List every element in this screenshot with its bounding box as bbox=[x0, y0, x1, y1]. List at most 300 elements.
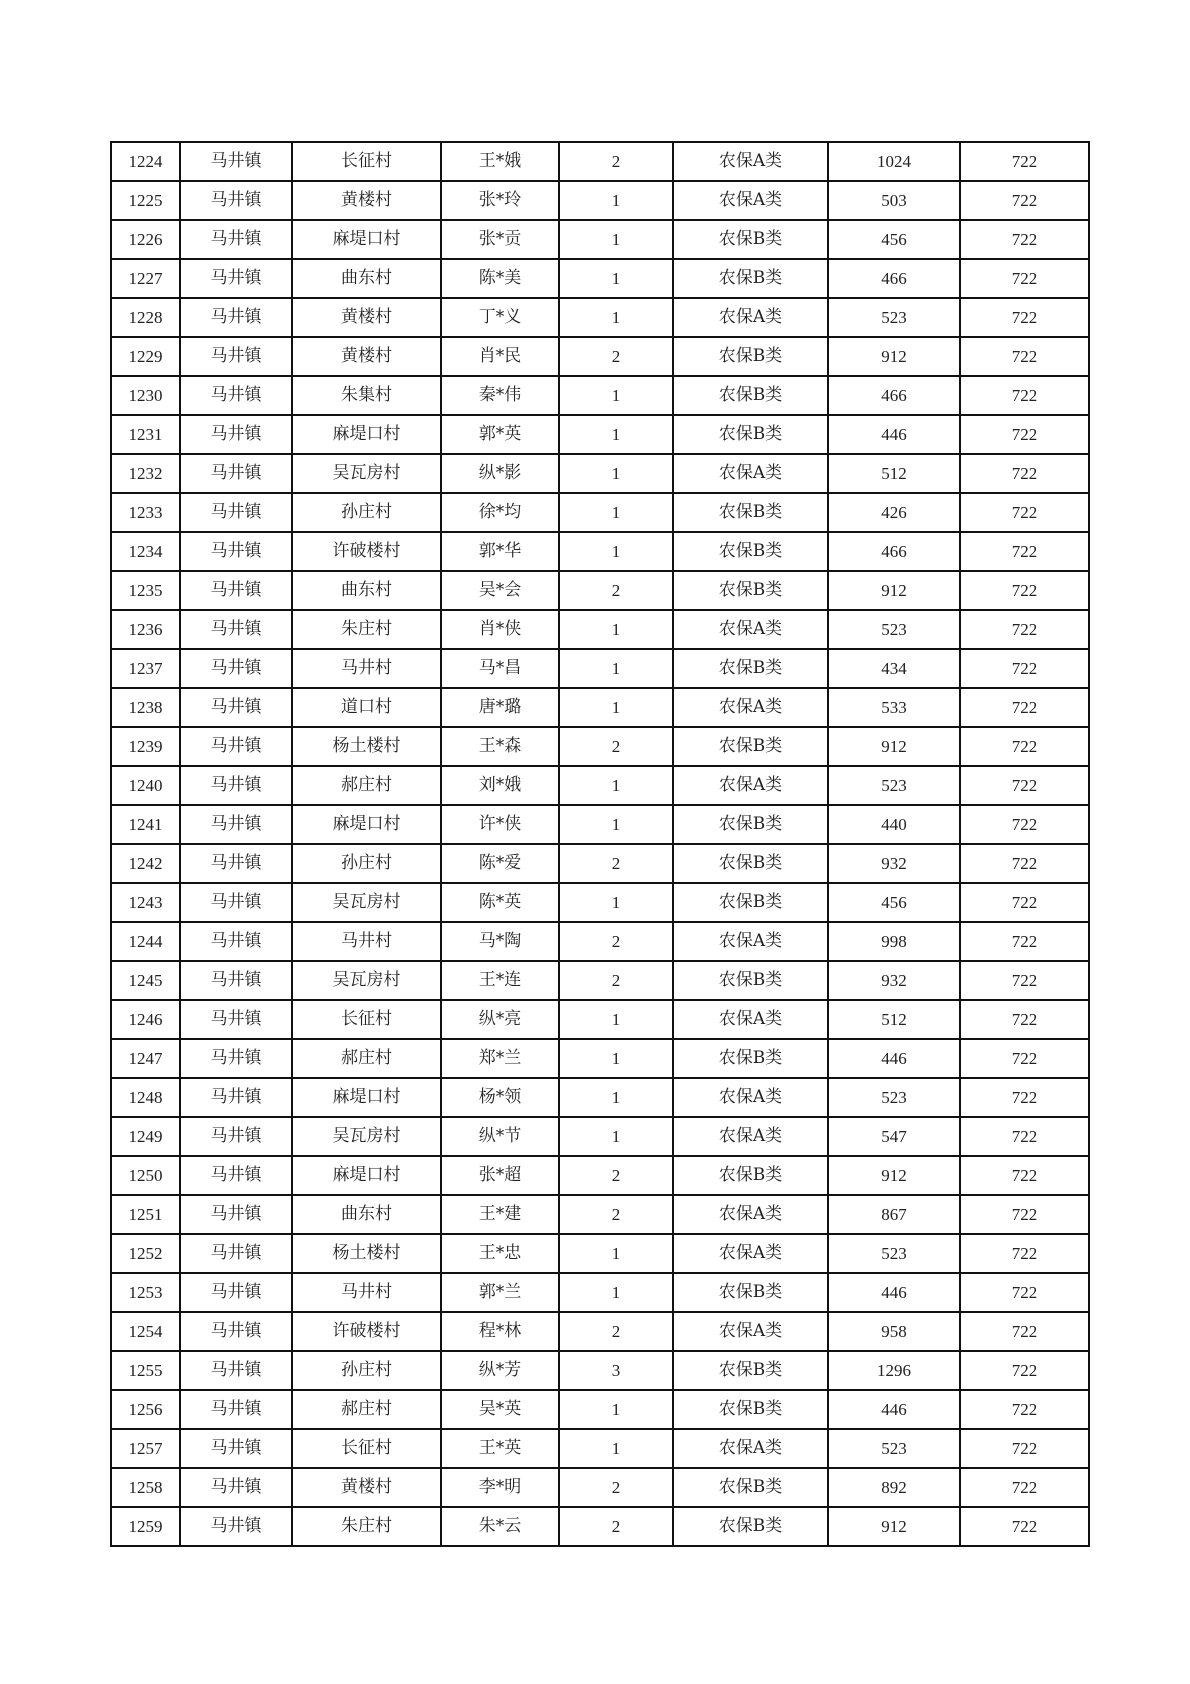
table-row bbox=[111, 1351, 1089, 1390]
amount-cell: 533 bbox=[828, 688, 960, 727]
table-row bbox=[111, 688, 1089, 727]
household-size-cell: 1 bbox=[559, 532, 673, 571]
table-row bbox=[111, 844, 1089, 883]
village-cell: 黄楼村 bbox=[292, 298, 441, 337]
name-cell: 朱*云 bbox=[441, 1507, 559, 1546]
table-row bbox=[111, 1000, 1089, 1039]
table-row bbox=[111, 1078, 1089, 1117]
household-size-cell: 1 bbox=[559, 1117, 673, 1156]
table-row bbox=[111, 376, 1089, 415]
household-size-cell: 2 bbox=[559, 1507, 673, 1546]
amount-cell: 892 bbox=[828, 1468, 960, 1507]
category-cell: 农保B类 bbox=[673, 1351, 828, 1390]
village-cell: 吴瓦房村 bbox=[292, 961, 441, 1000]
household-size-cell: 1 bbox=[559, 649, 673, 688]
name-cell: 张*贡 bbox=[441, 220, 559, 259]
village-cell: 黄楼村 bbox=[292, 337, 441, 376]
household-size-cell: 1 bbox=[559, 1273, 673, 1312]
household-size-cell: 1 bbox=[559, 1390, 673, 1429]
table-row bbox=[111, 454, 1089, 493]
name-cell: 杨*领 bbox=[441, 1078, 559, 1117]
name-cell: 王*英 bbox=[441, 1429, 559, 1468]
name-cell: 郭*英 bbox=[441, 415, 559, 454]
name-cell: 纵*亮 bbox=[441, 1000, 559, 1039]
name-cell: 王*娥 bbox=[441, 142, 559, 181]
town-cell: 马井镇 bbox=[180, 259, 292, 298]
amount-cell: 512 bbox=[828, 1000, 960, 1039]
household-size-cell: 2 bbox=[559, 961, 673, 1000]
name-cell: 秦*伟 bbox=[441, 376, 559, 415]
standard-cell: 722 bbox=[960, 220, 1089, 259]
town-cell: 马井镇 bbox=[180, 961, 292, 1000]
table-row bbox=[111, 1117, 1089, 1156]
town-cell: 马井镇 bbox=[180, 1117, 292, 1156]
standard-cell: 722 bbox=[960, 1000, 1089, 1039]
category-cell: 农保B类 bbox=[673, 493, 828, 532]
data-table bbox=[110, 141, 1090, 1547]
table-row bbox=[111, 415, 1089, 454]
village-cell: 朱集村 bbox=[292, 376, 441, 415]
village-cell: 麻堤口村 bbox=[292, 220, 441, 259]
serial-number-cell: 1259 bbox=[111, 1507, 180, 1546]
village-cell: 杨土楼村 bbox=[292, 727, 441, 766]
name-cell: 许*侠 bbox=[441, 805, 559, 844]
standard-cell: 722 bbox=[960, 1351, 1089, 1390]
household-size-cell: 1 bbox=[559, 1000, 673, 1039]
category-cell: 农保B类 bbox=[673, 532, 828, 571]
amount-cell: 456 bbox=[828, 220, 960, 259]
standard-cell: 722 bbox=[960, 142, 1089, 181]
serial-number-cell: 1238 bbox=[111, 688, 180, 727]
name-cell: 刘*娥 bbox=[441, 766, 559, 805]
table-row bbox=[111, 1156, 1089, 1195]
serial-number-cell: 1225 bbox=[111, 181, 180, 220]
standard-cell: 722 bbox=[960, 1117, 1089, 1156]
serial-number-cell: 1228 bbox=[111, 298, 180, 337]
serial-number-cell: 1231 bbox=[111, 415, 180, 454]
amount-cell: 446 bbox=[828, 1273, 960, 1312]
town-cell: 马井镇 bbox=[180, 883, 292, 922]
town-cell: 马井镇 bbox=[180, 844, 292, 883]
category-cell: 农保A类 bbox=[673, 1312, 828, 1351]
town-cell: 马井镇 bbox=[180, 1468, 292, 1507]
village-cell: 马井村 bbox=[292, 649, 441, 688]
village-cell: 孙庄村 bbox=[292, 1351, 441, 1390]
table-row bbox=[111, 922, 1089, 961]
serial-number-cell: 1254 bbox=[111, 1312, 180, 1351]
village-cell: 郝庄村 bbox=[292, 1039, 441, 1078]
standard-cell: 722 bbox=[960, 181, 1089, 220]
household-size-cell: 1 bbox=[559, 1429, 673, 1468]
table-row bbox=[111, 493, 1089, 532]
standard-cell: 722 bbox=[960, 454, 1089, 493]
amount-cell: 523 bbox=[828, 1078, 960, 1117]
serial-number-cell: 1235 bbox=[111, 571, 180, 610]
name-cell: 纵*芳 bbox=[441, 1351, 559, 1390]
name-cell: 纵*影 bbox=[441, 454, 559, 493]
name-cell: 张*超 bbox=[441, 1156, 559, 1195]
town-cell: 马井镇 bbox=[180, 298, 292, 337]
category-cell: 农保B类 bbox=[673, 259, 828, 298]
household-size-cell: 1 bbox=[559, 259, 673, 298]
category-cell: 农保B类 bbox=[673, 1156, 828, 1195]
name-cell: 陈*英 bbox=[441, 883, 559, 922]
serial-number-cell: 1252 bbox=[111, 1234, 180, 1273]
table-row bbox=[111, 181, 1089, 220]
table-row bbox=[111, 883, 1089, 922]
category-cell: 农保B类 bbox=[673, 883, 828, 922]
serial-number-cell: 1229 bbox=[111, 337, 180, 376]
village-cell: 麻堤口村 bbox=[292, 1078, 441, 1117]
standard-cell: 722 bbox=[960, 610, 1089, 649]
village-cell: 麻堤口村 bbox=[292, 415, 441, 454]
amount-cell: 1296 bbox=[828, 1351, 960, 1390]
village-cell: 杨土楼村 bbox=[292, 1234, 441, 1273]
category-cell: 农保A类 bbox=[673, 1117, 828, 1156]
name-cell: 王*忠 bbox=[441, 1234, 559, 1273]
amount-cell: 446 bbox=[828, 1390, 960, 1429]
standard-cell: 722 bbox=[960, 1234, 1089, 1273]
category-cell: 农保B类 bbox=[673, 727, 828, 766]
serial-number-cell: 1253 bbox=[111, 1273, 180, 1312]
town-cell: 马井镇 bbox=[180, 454, 292, 493]
table-row bbox=[111, 1468, 1089, 1507]
town-cell: 马井镇 bbox=[180, 649, 292, 688]
serial-number-cell: 1250 bbox=[111, 1156, 180, 1195]
table-row bbox=[111, 1273, 1089, 1312]
name-cell: 肖*侠 bbox=[441, 610, 559, 649]
standard-cell: 722 bbox=[960, 922, 1089, 961]
amount-cell: 958 bbox=[828, 1312, 960, 1351]
household-size-cell: 2 bbox=[559, 337, 673, 376]
town-cell: 马井镇 bbox=[180, 415, 292, 454]
serial-number-cell: 1224 bbox=[111, 142, 180, 181]
standard-cell: 722 bbox=[960, 766, 1089, 805]
standard-cell: 722 bbox=[960, 493, 1089, 532]
standard-cell: 722 bbox=[960, 1312, 1089, 1351]
standard-cell: 722 bbox=[960, 376, 1089, 415]
village-cell: 黄楼村 bbox=[292, 181, 441, 220]
category-cell: 农保B类 bbox=[673, 1507, 828, 1546]
table-row bbox=[111, 610, 1089, 649]
table-row bbox=[111, 1390, 1089, 1429]
town-cell: 马井镇 bbox=[180, 220, 292, 259]
amount-cell: 446 bbox=[828, 1039, 960, 1078]
village-cell: 朱庄村 bbox=[292, 1507, 441, 1546]
serial-number-cell: 1247 bbox=[111, 1039, 180, 1078]
standard-cell: 722 bbox=[960, 1078, 1089, 1117]
standard-cell: 722 bbox=[960, 1195, 1089, 1234]
village-cell: 许破楼村 bbox=[292, 532, 441, 571]
town-cell: 马井镇 bbox=[180, 376, 292, 415]
serial-number-cell: 1258 bbox=[111, 1468, 180, 1507]
name-cell: 王*森 bbox=[441, 727, 559, 766]
name-cell: 王*连 bbox=[441, 961, 559, 1000]
standard-cell: 722 bbox=[960, 1156, 1089, 1195]
table-row bbox=[111, 298, 1089, 337]
amount-cell: 912 bbox=[828, 337, 960, 376]
standard-cell: 722 bbox=[960, 415, 1089, 454]
town-cell: 马井镇 bbox=[180, 1234, 292, 1273]
amount-cell: 912 bbox=[828, 571, 960, 610]
category-cell: 农保A类 bbox=[673, 298, 828, 337]
serial-number-cell: 1243 bbox=[111, 883, 180, 922]
category-cell: 农保B类 bbox=[673, 220, 828, 259]
town-cell: 马井镇 bbox=[180, 1351, 292, 1390]
table-body bbox=[111, 142, 1089, 1546]
town-cell: 马井镇 bbox=[180, 571, 292, 610]
serial-number-cell: 1226 bbox=[111, 220, 180, 259]
village-cell: 曲东村 bbox=[292, 259, 441, 298]
household-size-cell: 1 bbox=[559, 805, 673, 844]
amount-cell: 523 bbox=[828, 610, 960, 649]
name-cell: 吴*英 bbox=[441, 1390, 559, 1429]
name-cell: 王*建 bbox=[441, 1195, 559, 1234]
village-cell: 麻堤口村 bbox=[292, 1156, 441, 1195]
serial-number-cell: 1257 bbox=[111, 1429, 180, 1468]
serial-number-cell: 1255 bbox=[111, 1351, 180, 1390]
village-cell: 孙庄村 bbox=[292, 493, 441, 532]
category-cell: 农保B类 bbox=[673, 415, 828, 454]
amount-cell: 466 bbox=[828, 376, 960, 415]
category-cell: 农保B类 bbox=[673, 649, 828, 688]
town-cell: 马井镇 bbox=[180, 1390, 292, 1429]
standard-cell: 722 bbox=[960, 532, 1089, 571]
household-size-cell: 1 bbox=[559, 688, 673, 727]
amount-cell: 434 bbox=[828, 649, 960, 688]
town-cell: 马井镇 bbox=[180, 727, 292, 766]
amount-cell: 547 bbox=[828, 1117, 960, 1156]
village-cell: 马井村 bbox=[292, 1273, 441, 1312]
amount-cell: 503 bbox=[828, 181, 960, 220]
category-cell: 农保A类 bbox=[673, 610, 828, 649]
standard-cell: 722 bbox=[960, 844, 1089, 883]
standard-cell: 722 bbox=[960, 1429, 1089, 1468]
serial-number-cell: 1227 bbox=[111, 259, 180, 298]
serial-number-cell: 1246 bbox=[111, 1000, 180, 1039]
town-cell: 马井镇 bbox=[180, 181, 292, 220]
category-cell: 农保B类 bbox=[673, 805, 828, 844]
village-cell: 麻堤口村 bbox=[292, 805, 441, 844]
amount-cell: 523 bbox=[828, 1429, 960, 1468]
table-row bbox=[111, 337, 1089, 376]
table-row bbox=[111, 1039, 1089, 1078]
household-size-cell: 1 bbox=[559, 376, 673, 415]
serial-number-cell: 1239 bbox=[111, 727, 180, 766]
name-cell: 郭*华 bbox=[441, 532, 559, 571]
amount-cell: 456 bbox=[828, 883, 960, 922]
town-cell: 马井镇 bbox=[180, 922, 292, 961]
village-cell: 郝庄村 bbox=[292, 766, 441, 805]
household-size-cell: 2 bbox=[559, 1312, 673, 1351]
amount-cell: 867 bbox=[828, 1195, 960, 1234]
standard-cell: 722 bbox=[960, 259, 1089, 298]
table-row bbox=[111, 727, 1089, 766]
standard-cell: 722 bbox=[960, 1468, 1089, 1507]
household-size-cell: 1 bbox=[559, 493, 673, 532]
table-row bbox=[111, 532, 1089, 571]
amount-cell: 426 bbox=[828, 493, 960, 532]
category-cell: 农保A类 bbox=[673, 1195, 828, 1234]
category-cell: 农保B类 bbox=[673, 571, 828, 610]
table-row bbox=[111, 1429, 1089, 1468]
village-cell: 吴瓦房村 bbox=[292, 883, 441, 922]
village-cell: 长征村 bbox=[292, 142, 441, 181]
serial-number-cell: 1251 bbox=[111, 1195, 180, 1234]
town-cell: 马井镇 bbox=[180, 1156, 292, 1195]
category-cell: 农保B类 bbox=[673, 1468, 828, 1507]
town-cell: 马井镇 bbox=[180, 766, 292, 805]
amount-cell: 932 bbox=[828, 961, 960, 1000]
household-size-cell: 2 bbox=[559, 1468, 673, 1507]
serial-number-cell: 1230 bbox=[111, 376, 180, 415]
name-cell: 吴*会 bbox=[441, 571, 559, 610]
serial-number-cell: 1232 bbox=[111, 454, 180, 493]
category-cell: 农保A类 bbox=[673, 1078, 828, 1117]
serial-number-cell: 1248 bbox=[111, 1078, 180, 1117]
village-cell: 长征村 bbox=[292, 1429, 441, 1468]
household-size-cell: 2 bbox=[559, 922, 673, 961]
household-size-cell: 1 bbox=[559, 181, 673, 220]
household-size-cell: 1 bbox=[559, 766, 673, 805]
town-cell: 马井镇 bbox=[180, 1000, 292, 1039]
town-cell: 马井镇 bbox=[180, 610, 292, 649]
standard-cell: 722 bbox=[960, 337, 1089, 376]
name-cell: 郭*兰 bbox=[441, 1273, 559, 1312]
standard-cell: 722 bbox=[960, 688, 1089, 727]
standard-cell: 722 bbox=[960, 1039, 1089, 1078]
table-row bbox=[111, 766, 1089, 805]
amount-cell: 523 bbox=[828, 1234, 960, 1273]
village-cell: 吴瓦房村 bbox=[292, 454, 441, 493]
name-cell: 丁*义 bbox=[441, 298, 559, 337]
village-cell: 道口村 bbox=[292, 688, 441, 727]
table-row bbox=[111, 1507, 1089, 1546]
amount-cell: 912 bbox=[828, 1156, 960, 1195]
town-cell: 马井镇 bbox=[180, 688, 292, 727]
amount-cell: 523 bbox=[828, 766, 960, 805]
table-row bbox=[111, 649, 1089, 688]
town-cell: 马井镇 bbox=[180, 1078, 292, 1117]
town-cell: 马井镇 bbox=[180, 1312, 292, 1351]
amount-cell: 998 bbox=[828, 922, 960, 961]
village-cell: 郝庄村 bbox=[292, 1390, 441, 1429]
standard-cell: 722 bbox=[960, 727, 1089, 766]
town-cell: 马井镇 bbox=[180, 1507, 292, 1546]
table-row bbox=[111, 961, 1089, 1000]
name-cell: 陈*美 bbox=[441, 259, 559, 298]
name-cell: 张*玲 bbox=[441, 181, 559, 220]
town-cell: 马井镇 bbox=[180, 493, 292, 532]
standard-cell: 722 bbox=[960, 961, 1089, 1000]
category-cell: 农保A类 bbox=[673, 142, 828, 181]
household-size-cell: 1 bbox=[559, 415, 673, 454]
standard-cell: 722 bbox=[960, 1273, 1089, 1312]
amount-cell: 932 bbox=[828, 844, 960, 883]
household-size-cell: 2 bbox=[559, 1195, 673, 1234]
category-cell: 农保A类 bbox=[673, 1429, 828, 1468]
category-cell: 农保B类 bbox=[673, 961, 828, 1000]
village-cell: 黄楼村 bbox=[292, 1468, 441, 1507]
household-size-cell: 2 bbox=[559, 1156, 673, 1195]
household-size-cell: 1 bbox=[559, 610, 673, 649]
village-cell: 吴瓦房村 bbox=[292, 1117, 441, 1156]
amount-cell: 466 bbox=[828, 259, 960, 298]
town-cell: 马井镇 bbox=[180, 1195, 292, 1234]
name-cell: 陈*爱 bbox=[441, 844, 559, 883]
household-size-cell: 1 bbox=[559, 883, 673, 922]
town-cell: 马井镇 bbox=[180, 142, 292, 181]
amount-cell: 912 bbox=[828, 1507, 960, 1546]
town-cell: 马井镇 bbox=[180, 1039, 292, 1078]
amount-cell: 512 bbox=[828, 454, 960, 493]
serial-number-cell: 1236 bbox=[111, 610, 180, 649]
serial-number-cell: 1245 bbox=[111, 961, 180, 1000]
amount-cell: 1024 bbox=[828, 142, 960, 181]
table-row bbox=[111, 1312, 1089, 1351]
standard-cell: 722 bbox=[960, 1507, 1089, 1546]
name-cell: 徐*均 bbox=[441, 493, 559, 532]
name-cell: 纵*节 bbox=[441, 1117, 559, 1156]
category-cell: 农保A类 bbox=[673, 766, 828, 805]
table-row bbox=[111, 259, 1089, 298]
household-size-cell: 2 bbox=[559, 142, 673, 181]
serial-number-cell: 1244 bbox=[111, 922, 180, 961]
household-size-cell: 1 bbox=[559, 1234, 673, 1273]
name-cell: 马*昌 bbox=[441, 649, 559, 688]
town-cell: 马井镇 bbox=[180, 532, 292, 571]
household-size-cell: 2 bbox=[559, 571, 673, 610]
town-cell: 马井镇 bbox=[180, 1429, 292, 1468]
serial-number-cell: 1234 bbox=[111, 532, 180, 571]
amount-cell: 466 bbox=[828, 532, 960, 571]
village-cell: 马井村 bbox=[292, 922, 441, 961]
standard-cell: 722 bbox=[960, 571, 1089, 610]
household-size-cell: 2 bbox=[559, 727, 673, 766]
standard-cell: 722 bbox=[960, 805, 1089, 844]
amount-cell: 523 bbox=[828, 298, 960, 337]
village-cell: 孙庄村 bbox=[292, 844, 441, 883]
village-cell: 曲东村 bbox=[292, 571, 441, 610]
serial-number-cell: 1241 bbox=[111, 805, 180, 844]
village-cell: 许破楼村 bbox=[292, 1312, 441, 1351]
name-cell: 唐*璐 bbox=[441, 688, 559, 727]
category-cell: 农保B类 bbox=[673, 376, 828, 415]
household-size-cell: 3 bbox=[559, 1351, 673, 1390]
serial-number-cell: 1242 bbox=[111, 844, 180, 883]
name-cell: 肖*民 bbox=[441, 337, 559, 376]
town-cell: 马井镇 bbox=[180, 805, 292, 844]
town-cell: 马井镇 bbox=[180, 1273, 292, 1312]
category-cell: 农保A类 bbox=[673, 1000, 828, 1039]
serial-number-cell: 1233 bbox=[111, 493, 180, 532]
category-cell: 农保A类 bbox=[673, 454, 828, 493]
household-size-cell: 1 bbox=[559, 1078, 673, 1117]
standard-cell: 722 bbox=[960, 883, 1089, 922]
category-cell: 农保B类 bbox=[673, 1273, 828, 1312]
village-cell: 朱庄村 bbox=[292, 610, 441, 649]
category-cell: 农保B类 bbox=[673, 337, 828, 376]
category-cell: 农保A类 bbox=[673, 922, 828, 961]
town-cell: 马井镇 bbox=[180, 337, 292, 376]
category-cell: 农保B类 bbox=[673, 1390, 828, 1429]
amount-cell: 912 bbox=[828, 727, 960, 766]
name-cell: 马*陶 bbox=[441, 922, 559, 961]
household-size-cell: 1 bbox=[559, 1039, 673, 1078]
household-size-cell: 1 bbox=[559, 454, 673, 493]
standard-cell: 722 bbox=[960, 298, 1089, 337]
name-cell: 程*林 bbox=[441, 1312, 559, 1351]
